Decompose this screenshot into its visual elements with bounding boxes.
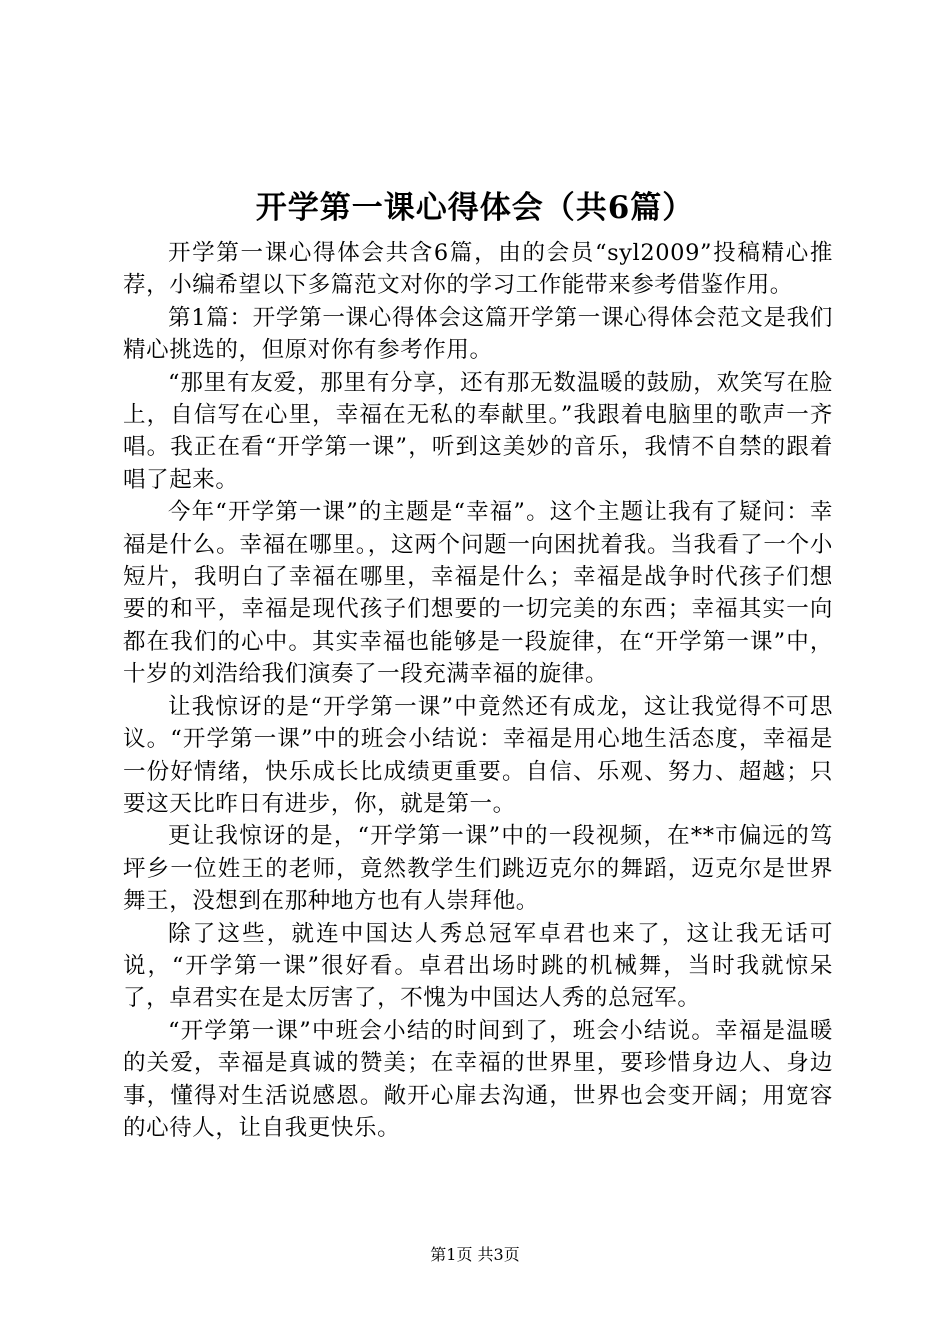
paragraph-champion: 除了这些，就连中国达人秀总冠军卓君也来了，这让我无话可说，“开学第一课”很好看。卓君出场时跳的机械舞，当时我就惊呆了，卓君实在是太厉害了，不愧为中国达人秀的总冠军。 xyxy=(123,920,833,1012)
document-title: 开学第一课心得体会（共6篇） xyxy=(255,190,695,226)
paragraph-summary: “开学第一课”中班会小结的时间到了，班会小结说。幸福是温暖的关爱，幸福是真诚的赞美；在幸福的世界里，要珍惜身边人、身边事，懂得对生活说感恩。敞开心扉去沟通，世界也会变开阔；用宽容的心待人，让自我更快乐。 xyxy=(123,1017,833,1141)
paragraph-song: “那里有友爱，那里有分享，还有那无数温暖的鼓励，欢笑写在脸上，自信写在心里，幸福在无私的奉献里。”我跟着电脑里的歌声一齐唱。我正在看“开学第一课”，听到这美妙的音乐，我情不自禁的跟着唱了起来。 xyxy=(123,369,833,493)
paragraph-video: 更让我惊讶的是，“开学第一课”中的一段视频，在**市偏远的笃坪乡一位姓王的老师，竟然教学生们跳迈克尔的舞蹈，迈克尔是世界舞王，没想到在那种地方也有人崇拜他。 xyxy=(123,823,833,915)
paragraph-intro: 开学第一课心得体会共含6篇，由的会员“syl2009”投稿精心推荐，小编希望以下多篇范文对你的学习工作能带来参考借鉴作用。 xyxy=(123,240,833,299)
page-number-footer: 第1页 共3页 xyxy=(430,1245,520,1264)
paragraph-theme: 今年“开学第一课”的主题是“幸福”。这个主题让我有了疑问：幸福是什么。幸福在哪里。，这两个问题一向困扰着我。当我看了一个小短片，我明白了幸福在哪里，幸福是什么；幸福是战争时代孩子们想要的和平，幸福是现代孩子们想要的一切完美的东西；幸福其实一向都在我们的心中。其实幸福也能够是一段旋律，在“开学第一课”中，十岁的刘浩给我们演奏了一段充满幸福的旋律。 xyxy=(123,499,833,688)
paragraph-chapter-1: 第1篇：开学第一课心得体会这篇开学第一课心得体会范文是我们精心挑选的，但原对你有参考作用。 xyxy=(123,304,833,364)
paragraph-surprise: 让我惊讶的是“开学第一课”中竟然还有成龙，这让我觉得不可思议。“开学第一课”中的班会小结说：幸福是用心地生活态度，幸福是一份好情绪，快乐成长比成绩更重要。自信、乐观、努力、超越；只要这天比昨日有进步，你，就是第一。 xyxy=(123,693,833,817)
document-body xyxy=(123,237,833,1144)
